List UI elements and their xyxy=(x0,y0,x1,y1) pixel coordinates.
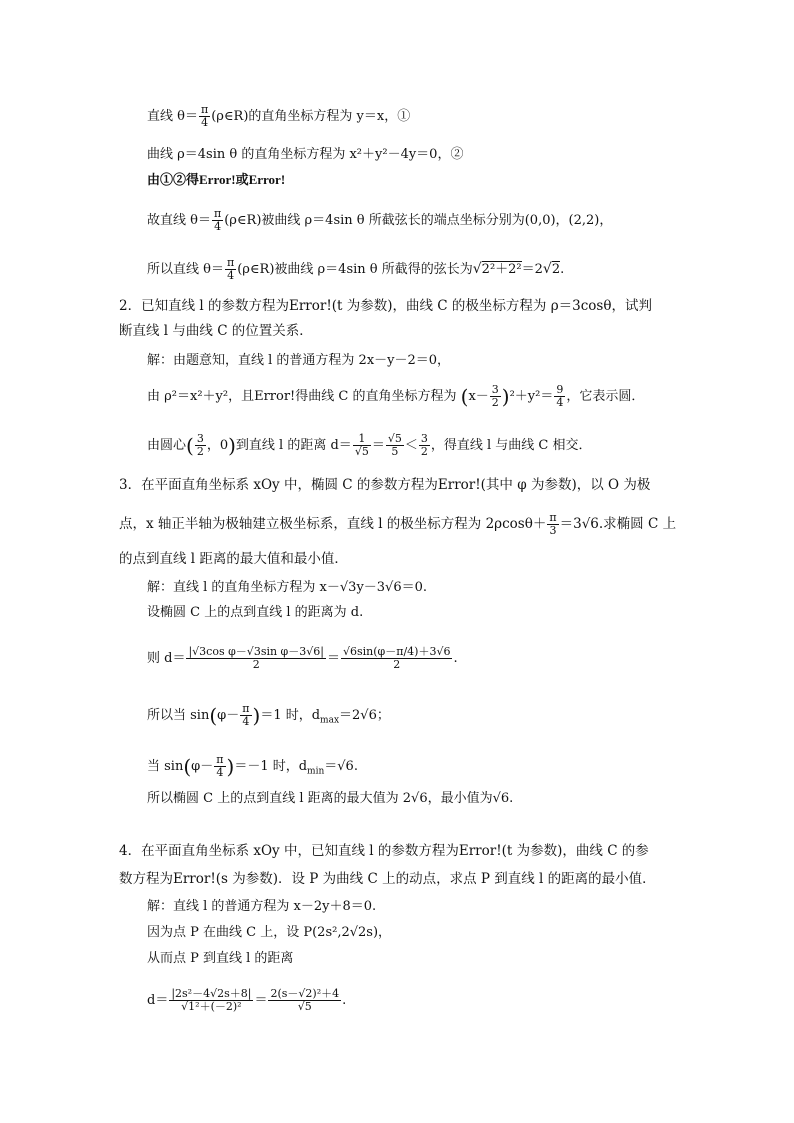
text: 直线 θ＝ xyxy=(147,109,198,124)
text: 则 d＝ xyxy=(147,651,186,666)
denominator: 2 xyxy=(341,658,452,671)
subscript: max xyxy=(320,715,340,726)
question-3-line-1 xyxy=(119,476,650,494)
fraction-pi-over-3 xyxy=(547,512,558,537)
radicand: 2²＋2² xyxy=(481,262,522,277)
text: 所以当 sin xyxy=(147,708,210,723)
denominator: √5 xyxy=(354,445,369,458)
denominator: √1²＋(－2)² xyxy=(169,1000,253,1013)
question-4-line-2 xyxy=(119,870,656,888)
text: 由圆心 xyxy=(147,438,187,453)
solution-4-line-2 xyxy=(147,924,391,942)
fraction-3-over-2 xyxy=(195,433,206,458)
denominator: √5 xyxy=(268,1000,341,1013)
text: 因为点 P 在曲线 C 上，设 P(2s²,2√2s)， xyxy=(147,925,392,940)
text: ＝ xyxy=(254,993,268,1008)
denominator: 4 xyxy=(225,269,236,282)
fraction-distance-simplified xyxy=(268,988,341,1013)
question-2-line-2 xyxy=(119,322,313,340)
fraction-distance xyxy=(169,988,253,1013)
text: . xyxy=(560,262,565,277)
fraction-3-over-2 xyxy=(490,384,501,409)
solution-3-line-2 xyxy=(147,604,363,622)
denominator: 4 xyxy=(556,396,564,409)
solution-3-line-3: 则 d＝ $\frac{\text{|√3cos φ－√3sin φ－3√6|}}{2}$ ＝ $\frac{√6\sin(\varphi-\pi/4)+3√6}{2}$ . xyxy=(147,645,458,671)
numerator: 3 xyxy=(491,383,499,396)
fraction-distance-simplified xyxy=(341,646,452,671)
text: (ρ∈R)被曲线 ρ＝4sin θ 所截弦长的端点坐标分别为(0,0)，(2,2)， xyxy=(224,213,613,228)
question-2-line-1 xyxy=(119,297,652,315)
text: 断直线 l 与曲线 C 的位置关系． xyxy=(119,323,313,339)
fraction-pi-over-4 xyxy=(225,257,236,282)
text: 所以直线 θ＝ xyxy=(147,262,224,277)
solution-line-3 xyxy=(147,171,285,189)
text: ＝√6. xyxy=(324,759,358,774)
solution-3-line-5: 当 sin(φ－ $\frac{\pi}{4}$ )＝－1 时，$d_{min}=√6$. xyxy=(147,753,358,779)
solution-2-line-3: 由圆心( $\frac{3}{2}$ ，0)到直线 l 的距离 d＝ $\frac{1}{√5}$ ＝ $\frac{√5}{5}$ ＜ $\frac{3}{2}$ ，得直线 l 与曲线 C 相交． xyxy=(147,432,592,458)
text: 数方程为Error!(s 为参数)．设 P 为曲线 C 上的动点，求点 P 到直线 l 的距离的最小值． xyxy=(119,871,656,887)
solution-2-line-1 xyxy=(147,352,450,370)
numerator: |2s²－4√2s＋8| xyxy=(171,987,252,1000)
numerator: √6sin(φ－π/4)＋3√6 xyxy=(343,645,451,658)
solution-line-5: 所以直线 θ＝ $\frac{\pi}{4}$ (ρ∈R)被曲线 ρ＝4sin θ 所截得的弦长为√2²＋2²＝2√2. xyxy=(147,256,565,282)
text: d＝ xyxy=(147,993,169,1008)
fraction-3-over-2 xyxy=(419,433,430,458)
denominator: 2 xyxy=(196,445,204,458)
solution-2-line-2: 由 ρ²＝x²＋y²，且Error!得曲线 C 的直角坐标方程为 (x－ $\frac{3}{2}$ )²＋y²＝ $\frac{9}{4}$ ，它表示圆． xyxy=(147,383,645,409)
fraction-pi-over-4 xyxy=(240,703,251,728)
fraction-1-over-root5 xyxy=(353,433,371,458)
denominator: 4 xyxy=(212,220,223,233)
text: 点，x 轴正半轴为极轴建立极坐标系，直线 l 的极坐标方程为 2ρcosθ＋ xyxy=(119,516,547,532)
solution-4-line-3 xyxy=(147,950,293,968)
denominator: 5 xyxy=(386,445,404,458)
radicand: 2 xyxy=(551,262,561,277)
numerator: √5 xyxy=(387,432,402,445)
text: 从而点 P 到直线 l 的距离 xyxy=(147,951,294,966)
text: (ρ∈R)被曲线 ρ＝4sin θ 所截得的弦长为 xyxy=(237,262,473,277)
text: ＝2√6； xyxy=(339,708,390,723)
solution-line-1 xyxy=(147,104,410,129)
denominator: 4 xyxy=(214,766,225,779)
text: ²＋y²＝ xyxy=(509,389,554,404)
numerator: π xyxy=(213,207,222,220)
numerator: 2(s－√2)²＋4 xyxy=(270,987,340,1000)
solution-3-line-1 xyxy=(147,579,427,597)
text: ＝－1 时，d xyxy=(234,759,308,774)
text: 曲线 ρ＝4sin θ 的直角坐标方程为 x²＋y²－4y＝0，② xyxy=(147,147,464,162)
text: 故直线 θ＝ xyxy=(147,213,211,228)
denominator: 2 xyxy=(186,658,326,671)
text: x－ xyxy=(468,389,489,404)
text: 由①②得Error!或Error! xyxy=(147,172,286,187)
text: 3．在平面直角坐标系 xOy 中，椭圆 C 的参数方程为Error!(其中 φ 为参数)，以 O 为极 xyxy=(119,477,651,493)
solution-3-line-4: 所以当 sin(φ－ $\frac{\pi}{4}$ )＝1 时，$d_{max}=2√6$； xyxy=(147,702,390,728)
numerator: π xyxy=(200,103,209,116)
text: ＝1 时，d xyxy=(260,708,321,723)
numerator: π xyxy=(242,702,250,715)
text: 解：直线 l 的直角坐标方程为 x－√3y－3√6＝0. xyxy=(147,580,428,595)
question-4-line-1 xyxy=(119,842,649,860)
denominator: 4 xyxy=(199,116,210,129)
question-3-line-2 xyxy=(119,512,676,537)
fraction-9-over-4 xyxy=(554,384,565,409)
numerator: π xyxy=(549,511,557,524)
fraction-distance xyxy=(186,646,326,671)
numerator: |√3cos φ－√3sin φ－3√6| xyxy=(188,645,324,658)
text: 解：直线 l 的普通方程为 x－2y＋8＝0. xyxy=(147,899,377,914)
text: (ρ∈R)的直角坐标方程为 y＝x，① xyxy=(211,109,411,124)
numerator: 3 xyxy=(420,432,428,445)
text: φ－ xyxy=(217,708,240,723)
text: 的点到直线 l 距离的最大值和最小值． xyxy=(119,551,348,567)
text: . xyxy=(342,993,347,1008)
numerator: 3 xyxy=(196,432,204,445)
denominator: 2 xyxy=(420,445,428,458)
solution-line-4 xyxy=(147,208,612,233)
fraction-pi-over-4 xyxy=(212,208,223,233)
numerator: 1 xyxy=(358,432,366,445)
text: 解：由题意知，直线 l 的普通方程为 2x－y－2＝0， xyxy=(147,353,451,368)
text: ，得直线 l 与曲线 C 相交． xyxy=(430,438,592,453)
question-3-line-3 xyxy=(119,550,348,568)
solution-4-line-1 xyxy=(147,898,376,916)
text: ，它表示圆． xyxy=(566,389,645,404)
solution-4-line-4 xyxy=(147,988,346,1013)
fraction-root5-over-5 xyxy=(386,433,404,458)
text: 4．在平面直角坐标系 xOy 中，已知直线 l 的参数方程为Error!(t 为参数)，曲线 C 的参 xyxy=(119,843,649,859)
text: 当 sin xyxy=(147,759,184,774)
text: 2．已知直线 l 的参数方程为Error!(t 为参数)，曲线 C 的极坐标方程为 ρ＝3cosθ，试判 xyxy=(119,298,652,314)
denominator: 2 xyxy=(491,396,499,409)
numerator: π xyxy=(226,256,235,269)
text: ，0 xyxy=(206,438,229,453)
text: ＝3√6.求椭圆 C 上 xyxy=(559,516,677,532)
solution-line-2 xyxy=(147,146,463,164)
denominator: 3 xyxy=(547,524,558,537)
solution-3-line-6 xyxy=(147,790,513,808)
subscript: min xyxy=(307,766,325,777)
fraction-pi-over-4 xyxy=(199,104,210,129)
numerator: 9 xyxy=(556,383,564,396)
text: φ－ xyxy=(191,759,214,774)
fraction-pi-over-4 xyxy=(214,754,225,779)
text: 所以椭圆 C 上的点到直线 l 距离的最大值为 2√6，最小值为√6. xyxy=(147,791,514,806)
text: ＝2 xyxy=(521,262,543,277)
text: 到直线 l 的距离 d＝ xyxy=(235,438,352,453)
denominator: 4 xyxy=(240,715,251,728)
numerator: π xyxy=(216,753,224,766)
text: 设椭圆 C 上的点到直线 l 的距离为 d. xyxy=(147,605,364,620)
text: 由 ρ²＝x²＋y²，且Error!得曲线 C 的直角坐标方程为 xyxy=(147,389,457,404)
